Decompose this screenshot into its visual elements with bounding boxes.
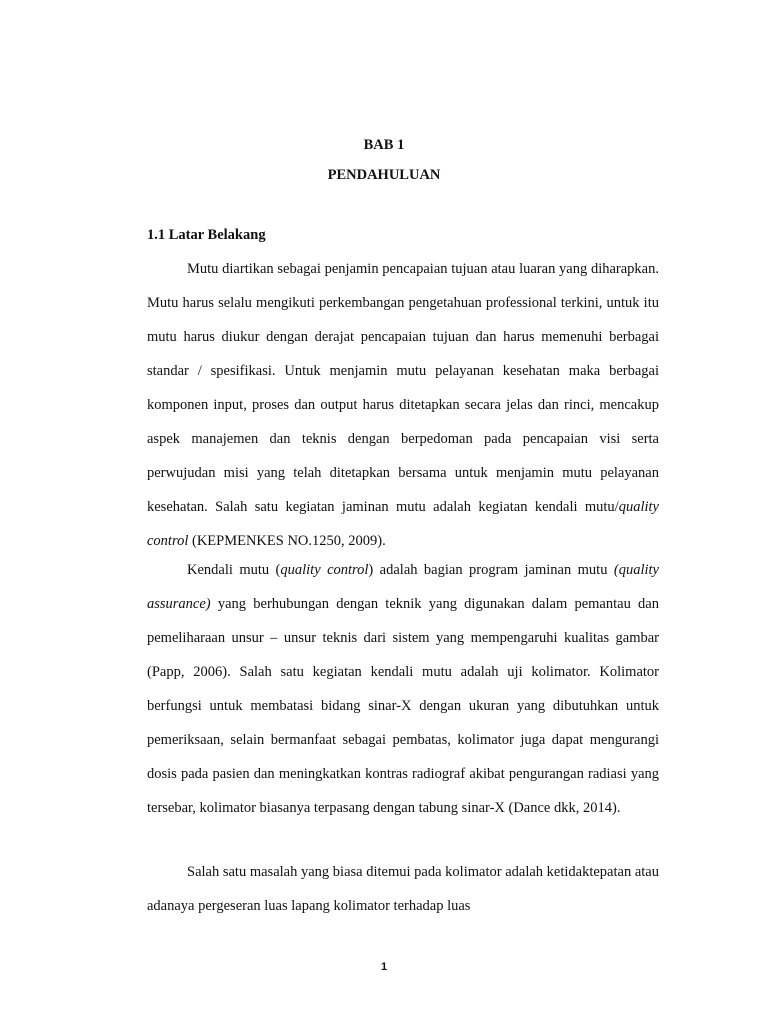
paragraph-2-text bbox=[147, 553, 659, 825]
paragraph-1-italic: quality control bbox=[147, 499, 659, 549]
paragraph-1-end: (KEPMENKES NO.1250, 2009). bbox=[188, 533, 386, 549]
chapter-title: PENDAHULUAN bbox=[327, 167, 441, 183]
paragraph-2 bbox=[147, 553, 659, 825]
paragraph-1-text bbox=[147, 252, 659, 558]
paragraph-2-part-a: Kendali mutu ( bbox=[187, 562, 281, 578]
section-title: 1.1 Latar Belakang bbox=[147, 227, 266, 243]
paragraph-2-part-b: ) adalah bagian program jaminan mutu bbox=[368, 562, 614, 578]
paragraph-3-text: Salah satu masalah yang biasa ditemui pada kolimator adalah ketidaktepatan atau adanaya pergeseran luas lapang kolimator terhadap luas bbox=[147, 864, 659, 914]
paragraph-2-part-c: yang berhubungan dengan teknik yang digunakan dalam pemantau dan pemeliharaan unsur – unsur teknis dari sistem yang mempengaruhi kualitas gambar (Papp, 2006). Salah satu kegiatan kendali mutu adalah uji kolimator. Kolimator berfungsi untuk membatasi bidang sinar-X dengan ukuran yang dibutuhkan untuk pemeriksaan, selain bermanfaat sebagai pembatas, kolimator juga dapat mengurangi dosis pada pasien dan meningkatkan kontras radiograf akibat pengurangan radiasi yang tersebar, kolimator biasanya terpasang dengan tabung sinar-X (Dance dkk, 2014). bbox=[147, 596, 659, 816]
paragraph-2-italic-2: (quality assurance) bbox=[147, 562, 659, 612]
chapter-number: BAB 1 bbox=[363, 137, 405, 153]
page-number: 1 bbox=[380, 961, 388, 973]
paragraph-1 bbox=[147, 252, 659, 558]
paragraph-3 bbox=[147, 855, 659, 923]
paragraph-2-italic-1: quality control bbox=[280, 562, 369, 578]
paragraph-1-main: Mutu diartikan sebagai penjamin pencapaian tujuan atau luaran yang diharapkan. Mutu harus selalu mengikuti perkembangan pengetahuan professional terkini, untuk itu mutu harus diukur dengan derajat pencapaian tujuan dan harus memenuhi berbagai standar / spesifikasi. Untuk menjamin mutu pelayanan kesehatan maka berbagai komponen input, proses dan output harus ditetapkan secara jelas dan rinci, mencakup aspek manajemen dan teknis dengan berpedoman pada pencapaian visi serta perwujudan misi yang telah ditetapkan bersama untuk menjamin mutu pelayanan kesehatan. Salah satu kegiatan jaminan mutu adalah kegiatan kendali mutu/ bbox=[147, 261, 659, 515]
